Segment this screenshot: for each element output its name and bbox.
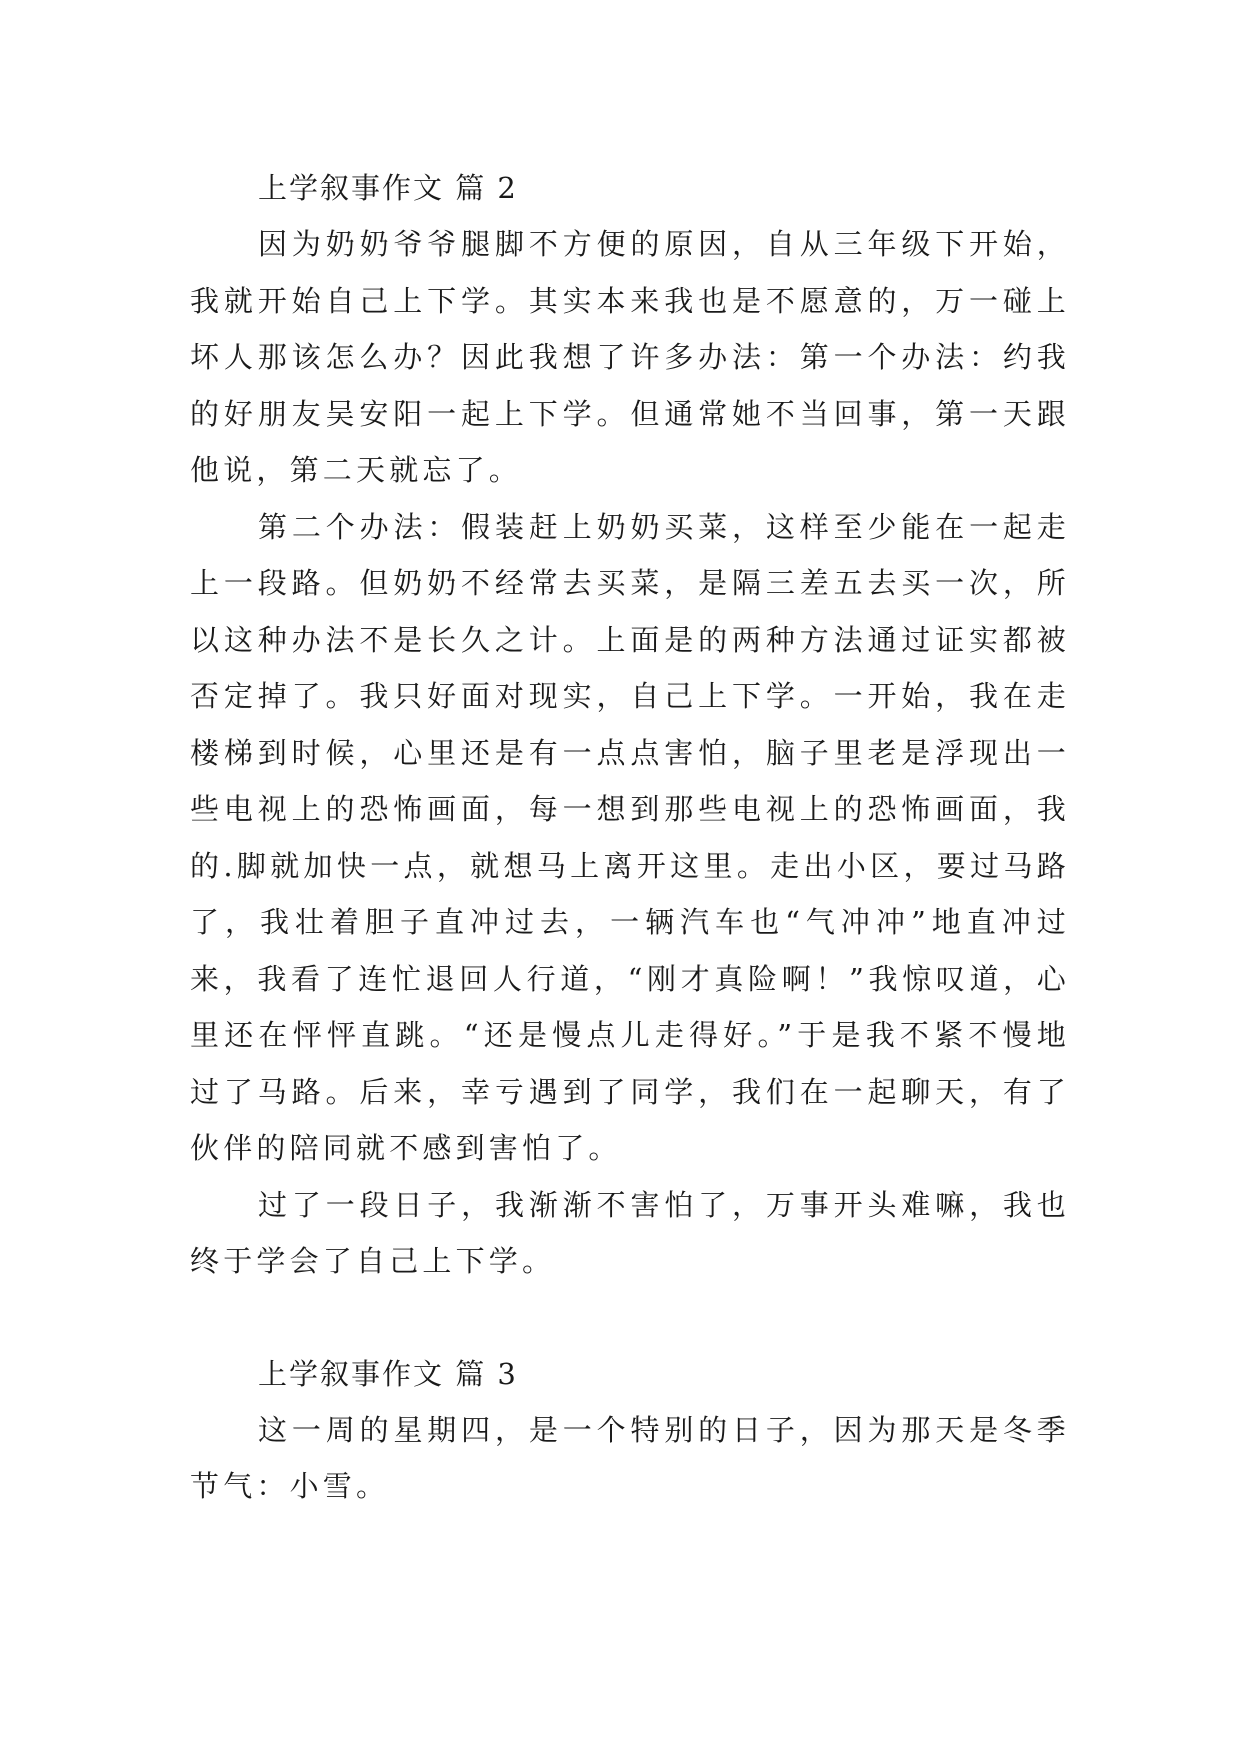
section-spacer bbox=[190, 1290, 1070, 1346]
essay-section-3 bbox=[190, 1346, 1070, 1515]
section-title: 上学叙事作文 篇 2 bbox=[258, 171, 518, 205]
paragraph: 第二个办法：假装赶上奶奶买菜，这样至少能在一起走上一段路。但奶奶不经常去买菜，是隔三差五去买一次，所以这种办法不是长久之计。上面是的两种方法通过证实都被否定掉了。我只好面对现实，自己上下学。一开始，我在走楼梯到时候，心里还是有一点点害怕，脑子里老是浮现出一些电视上的恐怖画面，每一想到那些电视上的恐怖画面，我的.脚就加快一点，就想马上离开这里。走出小区，要过马路了，我壮着胆子直冲过去，一辆汽车也“气冲冲”地直冲过来，我看了连忙退回人行道，“刚才真险啊！”我惊叹道，心里还在怦怦直跳。“还是慢点儿走得好。”于是我不紧不慢地过了马路。后来，幸亏遇到了同学，我们在一起聊天，有了伙伴的陪同就不感到害怕了。 bbox=[190, 509, 1070, 1165]
document-page bbox=[190, 160, 1070, 1515]
paragraph: 这一周的星期四，是一个特别的日子，因为那天是冬季节气：小雪。 bbox=[190, 1412, 1070, 1503]
section-title: 上学叙事作文 篇 3 bbox=[258, 1356, 518, 1391]
paragraph: 过了一段日子，我渐渐不害怕了，万事开头难嘛，我也终于学会了自己上下学。 bbox=[190, 1187, 1070, 1278]
paragraph: 因为奶奶爷爷腿脚不方便的原因，自从三年级下开始，我就开始自己上下学。其实本来我也是不愿意的，万一碰上坏人那该怎么办？因此我想了许多办法：第一个办法：约我的好朋友吴安阳一起上下学。但通常她不当回事，第一天跟他说，第二天就忘了。 bbox=[190, 227, 1070, 487]
essay-section-2 bbox=[190, 160, 1070, 1290]
